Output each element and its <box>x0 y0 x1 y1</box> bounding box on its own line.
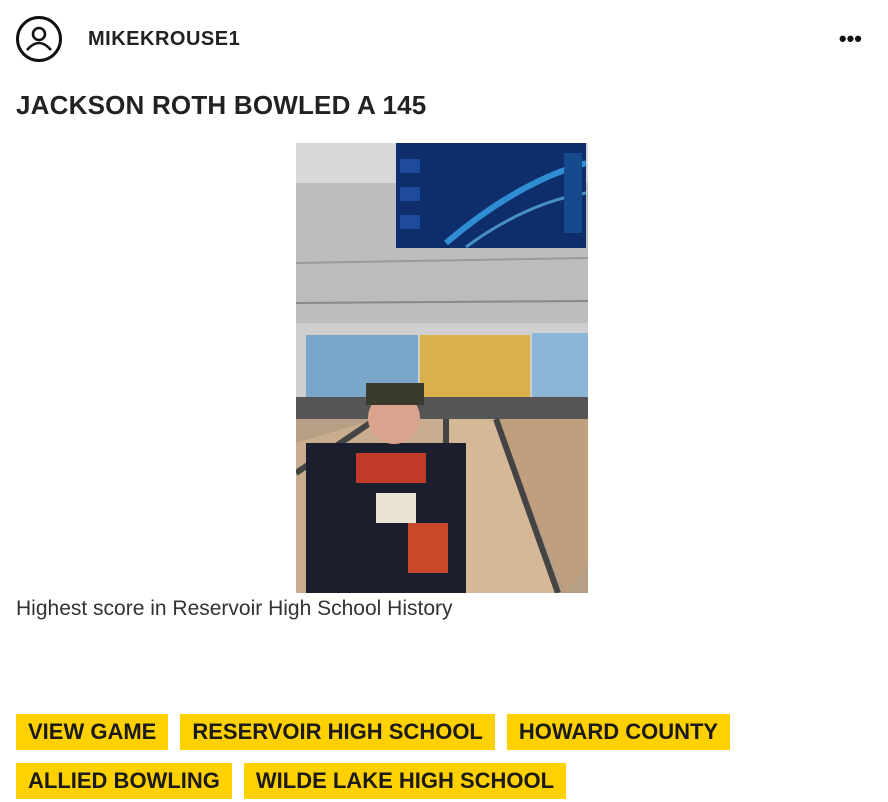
tag-howard-county[interactable]: HOWARD COUNTY <box>507 714 730 750</box>
post-header <box>16 16 872 64</box>
tag-reservoir-high-school[interactable]: RESERVOIR HIGH SCHOOL <box>180 714 495 750</box>
post-title: JACKSON ROTH BOWLED A 145 <box>16 90 427 120</box>
tag-wilde-lake-high-school[interactable]: WILDE LAKE HIGH SCHOOL <box>244 763 566 799</box>
post-caption: Highest score in Reservoir High School History <box>16 597 453 620</box>
tag-view-game[interactable]: VIEW GAME <box>16 714 168 750</box>
tag-allied-bowling[interactable]: ALLIED BOWLING <box>16 763 232 799</box>
username[interactable]: MIKEKROUSE1 <box>88 28 241 50</box>
post-photo <box>296 143 588 593</box>
tag-list <box>16 714 876 799</box>
more-dots-icon[interactable]: ••• <box>838 26 862 51</box>
user-avatar-icon[interactable] <box>16 16 62 62</box>
